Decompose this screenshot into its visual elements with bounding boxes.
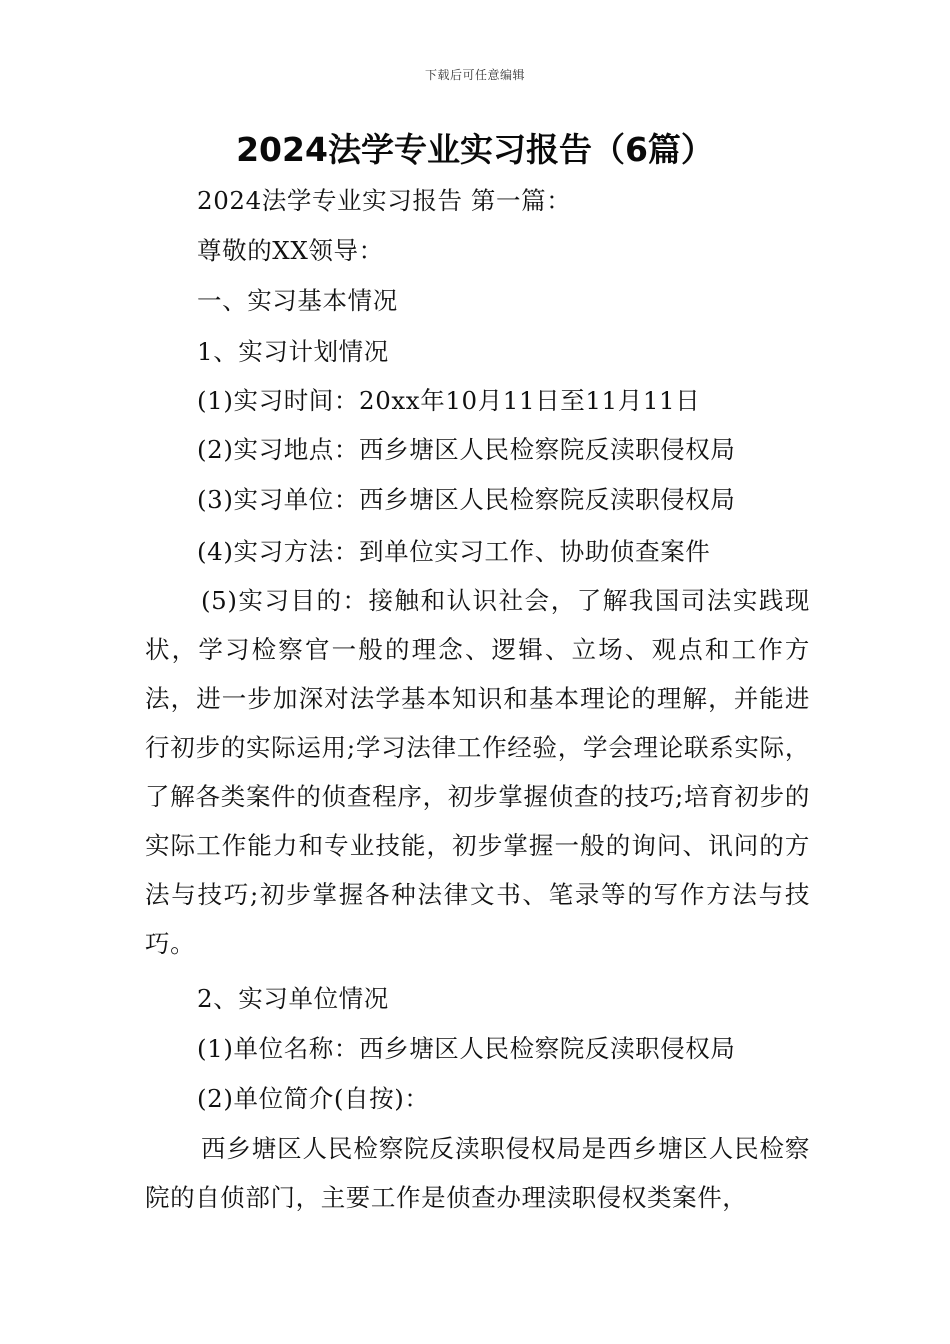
plan-location: (2)实习地点：西乡塘区人民检察院反渎职侵权局 <box>197 435 736 464</box>
document-title: 2024法学专业实习报告（6篇） <box>236 130 714 169</box>
section-heading-basic-info: 一、实习基本情况 <box>197 286 398 315</box>
salutation: 尊敬的XX领导： <box>197 236 384 265</box>
plan-method: (4)实习方法：到单位实习工作、协助侦查案件 <box>197 537 711 566</box>
unit-name: (1)单位名称：西乡塘区人民检察院反渎职侵权局 <box>197 1034 736 1063</box>
subsection-unit: 2、实习单位情况 <box>197 984 389 1013</box>
plan-purpose: (5)实习目的：接触和认识社会，了解我国司法实践现状，学习检察官一般的理念、逻辑、立场、观点和工作方法，进一步加深对法学基本知识和基本理论的理解，并能进行初步的实际运用;学习法律工作经验，学会理论联系实际，了解各类案件的侦查程序，初步掌握侦查的技巧;培育初步的实际工作能力和专业技能，初步掌握一般的询问、讯问的方法与技巧;初步掌握各种法律文书、笔录等的写作方法与技巧。 <box>145 586 810 958</box>
section-heading-first: 2024法学专业实习报告 第一篇： <box>197 186 572 215</box>
unit-intro-text: 西乡塘区人民检察院反渎职侵权局是西乡塘区人民检察院的自侦部门，主要工作是侦查办理渎职侵权类案件， <box>145 1134 810 1212</box>
plan-unit: (3)实习单位：西乡塘区人民检察院反渎职侵权局 <box>197 485 736 514</box>
subsection-plan: 1、实习计划情况 <box>197 337 389 366</box>
header-note: 下载后可任意编辑 <box>424 68 525 82</box>
plan-time: (1)实习时间：20xx年10月11日至11月11日 <box>197 386 701 415</box>
unit-intro-heading: (2)单位简介(自按)： <box>197 1084 430 1113</box>
